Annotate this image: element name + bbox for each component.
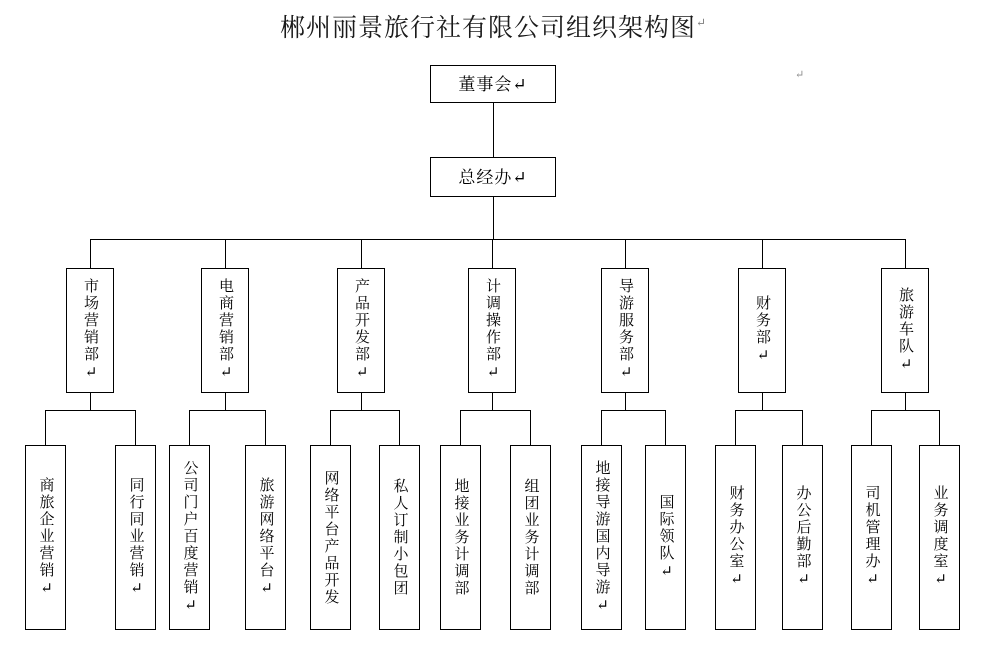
edge-dept-bus — [90, 239, 905, 240]
node-unit-8-label: 组团业务计调部 — [522, 478, 539, 597]
node-unit-5[interactable] — [310, 445, 351, 630]
edge-bus-dept-4 — [492, 239, 493, 268]
node-unit-10[interactable] — [645, 445, 686, 630]
node-department-3[interactable] — [337, 268, 385, 393]
edge-dept5-bus — [601, 410, 665, 411]
node-gm-office-label: 总经办↵ — [458, 167, 528, 187]
edge-dept4-bus — [460, 410, 530, 411]
node-unit-6[interactable] — [379, 445, 420, 630]
node-unit-5-label: 网络平台产品开发 — [322, 469, 339, 606]
node-unit-2[interactable] — [115, 445, 156, 630]
node-unit-3-label: 公司门户百度营销↵ — [181, 459, 198, 616]
edge-dept5-child1 — [601, 410, 602, 445]
edge-dept5-drop — [625, 393, 626, 410]
edge-dept3-drop — [361, 393, 362, 410]
page-title-text: 郴州丽景旅行社有限公司组织架构图 — [279, 15, 696, 42]
edge-bus-dept-1 — [90, 239, 91, 268]
node-unit-8[interactable] — [510, 445, 551, 630]
node-unit-3[interactable] — [169, 445, 210, 630]
node-department-2-label: 电商营销部↵ — [217, 278, 233, 383]
node-department-1[interactable] — [66, 268, 114, 393]
edge-dept1-child2 — [135, 410, 136, 445]
node-unit-7[interactable] — [440, 445, 481, 630]
edge-dept3-child2 — [399, 410, 400, 445]
edge-dept2-child1 — [189, 410, 190, 445]
node-unit-14[interactable] — [919, 445, 960, 630]
node-department-2[interactable] — [201, 268, 249, 393]
edge-gm-trunk — [493, 197, 494, 239]
edge-dept7-child2 — [939, 410, 940, 445]
node-unit-11-label: 财务办公室↵ — [727, 485, 744, 590]
page-title — [0, 8, 987, 44]
edge-dept1-bus — [45, 410, 135, 411]
node-unit-14-label: 业务调度室↵ — [931, 485, 948, 590]
node-unit-10-label: 国际领队↵ — [657, 493, 674, 582]
node-unit-2-label: 同行同业营销↵ — [127, 476, 144, 599]
edge-dept5-child2 — [665, 410, 666, 445]
node-unit-13[interactable] — [851, 445, 892, 630]
edge-bus-dept-3 — [361, 239, 362, 268]
edge-board-gm — [493, 103, 494, 157]
edge-dept2-drop — [225, 393, 226, 410]
node-department-6[interactable] — [738, 268, 786, 393]
node-department-4[interactable] — [468, 268, 516, 393]
edge-dept7-bus — [871, 410, 939, 411]
edge-dept3-child1 — [330, 410, 331, 445]
edge-dept1-child1 — [45, 410, 46, 445]
edge-bus-dept-5 — [625, 239, 626, 268]
node-unit-6-label: 私人订制小包团 — [391, 478, 408, 597]
node-department-5[interactable] — [601, 268, 649, 393]
edge-dept4-child2 — [530, 410, 531, 445]
edge-dept6-child1 — [735, 410, 736, 445]
node-unit-7-label: 地接业务计调部 — [452, 478, 469, 597]
node-gm-office[interactable] — [430, 157, 556, 197]
edge-dept6-bus — [735, 410, 802, 411]
node-department-7-label: 旅游车队↵ — [897, 286, 913, 375]
node-unit-12-label: 办公后勤部↵ — [794, 485, 811, 590]
node-department-5-label: 导游服务部↵ — [617, 278, 633, 383]
node-unit-9-label: 地接导游国内导游↵ — [593, 459, 610, 616]
node-unit-4-label: 旅游网络平台↵ — [257, 476, 274, 599]
node-unit-1-label: 商旅企业营销↵ — [37, 476, 54, 599]
node-board[interactable] — [430, 65, 556, 103]
title-mark: ↵ — [695, 15, 708, 30]
node-department-6-label: 财务部↵ — [754, 295, 770, 366]
node-department-4-label: 计调操作部↵ — [484, 278, 500, 383]
edge-dept4-child1 — [460, 410, 461, 445]
node-department-3-label: 产品开发部↵ — [353, 278, 369, 383]
node-board-label: 董事会↵ — [458, 74, 528, 94]
node-unit-1[interactable] — [25, 445, 66, 630]
edge-dept1-drop — [90, 393, 91, 410]
node-department-7[interactable] — [881, 268, 929, 393]
edge-dept3-bus — [330, 410, 399, 411]
edge-bus-dept-7 — [905, 239, 906, 268]
edge-dept4-drop — [492, 393, 493, 410]
edge-bus-dept-6 — [762, 239, 763, 268]
node-unit-12[interactable] — [782, 445, 823, 630]
stray-mark: ↵ — [795, 69, 805, 81]
edge-dept6-drop — [762, 393, 763, 410]
edge-dept2-child2 — [265, 410, 266, 445]
edge-bus-dept-2 — [225, 239, 226, 268]
edge-dept7-drop — [905, 393, 906, 410]
node-unit-13-label: 司机管理办↵ — [863, 485, 880, 590]
node-unit-9[interactable] — [581, 445, 622, 630]
node-department-1-label: 市场营销部↵ — [82, 278, 98, 383]
edge-dept2-bus — [189, 410, 265, 411]
node-unit-4[interactable] — [245, 445, 286, 630]
edge-dept6-child2 — [802, 410, 803, 445]
edge-dept7-child1 — [871, 410, 872, 445]
node-unit-11[interactable] — [715, 445, 756, 630]
